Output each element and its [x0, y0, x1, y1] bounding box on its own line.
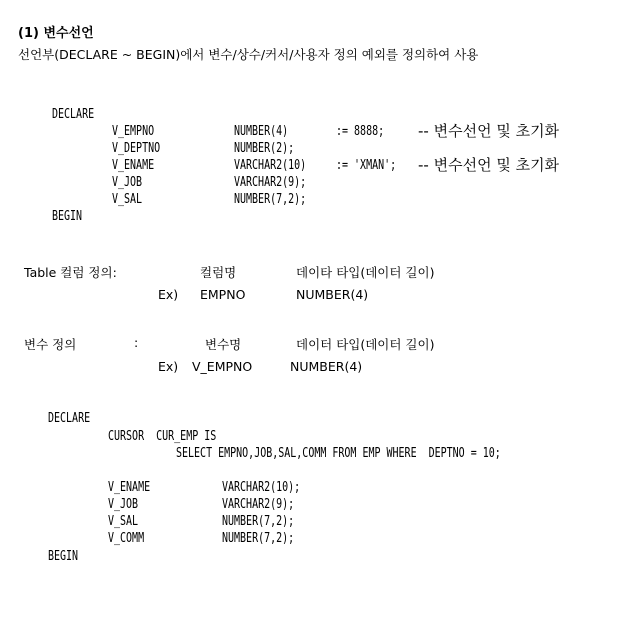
code-declare: DECLARE [52, 106, 95, 122]
code-var-name: V_ENAME [108, 479, 151, 495]
code-var-name: V_EMPNO [112, 123, 155, 139]
var-def-colon: : [134, 335, 139, 350]
code-comment: -- 변수선언 및 초기화 [418, 122, 560, 140]
table-def-label: Table 컬럼 정의: [24, 265, 117, 280]
code-begin: BEGIN [52, 208, 83, 224]
code-var-name: V_COMM [108, 530, 145, 546]
table-def-col1: 컬럼명 [200, 265, 237, 280]
code-var-name: V_ENAME [112, 157, 155, 173]
var-def-ex-name: V_EMPNO [192, 359, 253, 374]
code-select: SELECT EMPNO,JOB,SAL,COMM FROM EMP WHERE DEPTNO = 10; [176, 445, 501, 461]
code-var-name: V_SAL [112, 191, 143, 207]
code-declare: DECLARE [48, 410, 91, 426]
var-def-col2: 데이터 타입(데이터 길이) [296, 337, 435, 352]
code-var-type: NUMBER(7,2); [234, 191, 307, 207]
table-def-ex-type: NUMBER(4) [296, 287, 369, 302]
table-def-ex-label: Ex) [158, 287, 179, 302]
code-var-type: VARCHAR2(10) [234, 157, 307, 173]
code-var-type: NUMBER(7,2); [222, 530, 295, 546]
code-var-type: NUMBER(2); [234, 140, 295, 156]
code-var-type: NUMBER(4) [234, 123, 289, 139]
var-def-col1: 변수명 [205, 337, 242, 352]
code-var-type: VARCHAR2(9); [222, 496, 295, 512]
code-var-name: V_SAL [108, 513, 139, 529]
table-def-col2: 데이타 타입(데이터 길이) [296, 265, 435, 280]
var-def-ex-type: NUMBER(4) [290, 359, 363, 374]
code-var-type: VARCHAR2(9); [234, 174, 307, 190]
code-var-type: NUMBER(7,2); [222, 513, 295, 529]
section-title: (1) 변수선언 [18, 26, 94, 41]
var-def-label: 변수 정의 [24, 337, 77, 352]
code-begin: BEGIN [48, 548, 79, 564]
code-cursor: CURSOR CUR_EMP IS [108, 428, 217, 444]
var-def-ex-label: Ex) [158, 359, 179, 374]
code-var-name: V_JOB [112, 174, 143, 190]
code-var-name: V_JOB [108, 496, 139, 512]
table-def-ex-name: EMPNO [200, 287, 246, 302]
code-var-name: V_DEPTNO [112, 140, 161, 156]
code-comment: -- 변수선언 및 초기화 [418, 156, 560, 174]
code-var-assign: := 8888; [336, 123, 385, 139]
code-var-assign: := 'XMAN'; [336, 157, 397, 173]
intro-text: 선언부(DECLARE ~ BEGIN)에서 변수/상수/커서/사용자 정의 예외를 정의하여 사용 [18, 47, 479, 62]
code-var-type: VARCHAR2(10); [222, 479, 301, 495]
